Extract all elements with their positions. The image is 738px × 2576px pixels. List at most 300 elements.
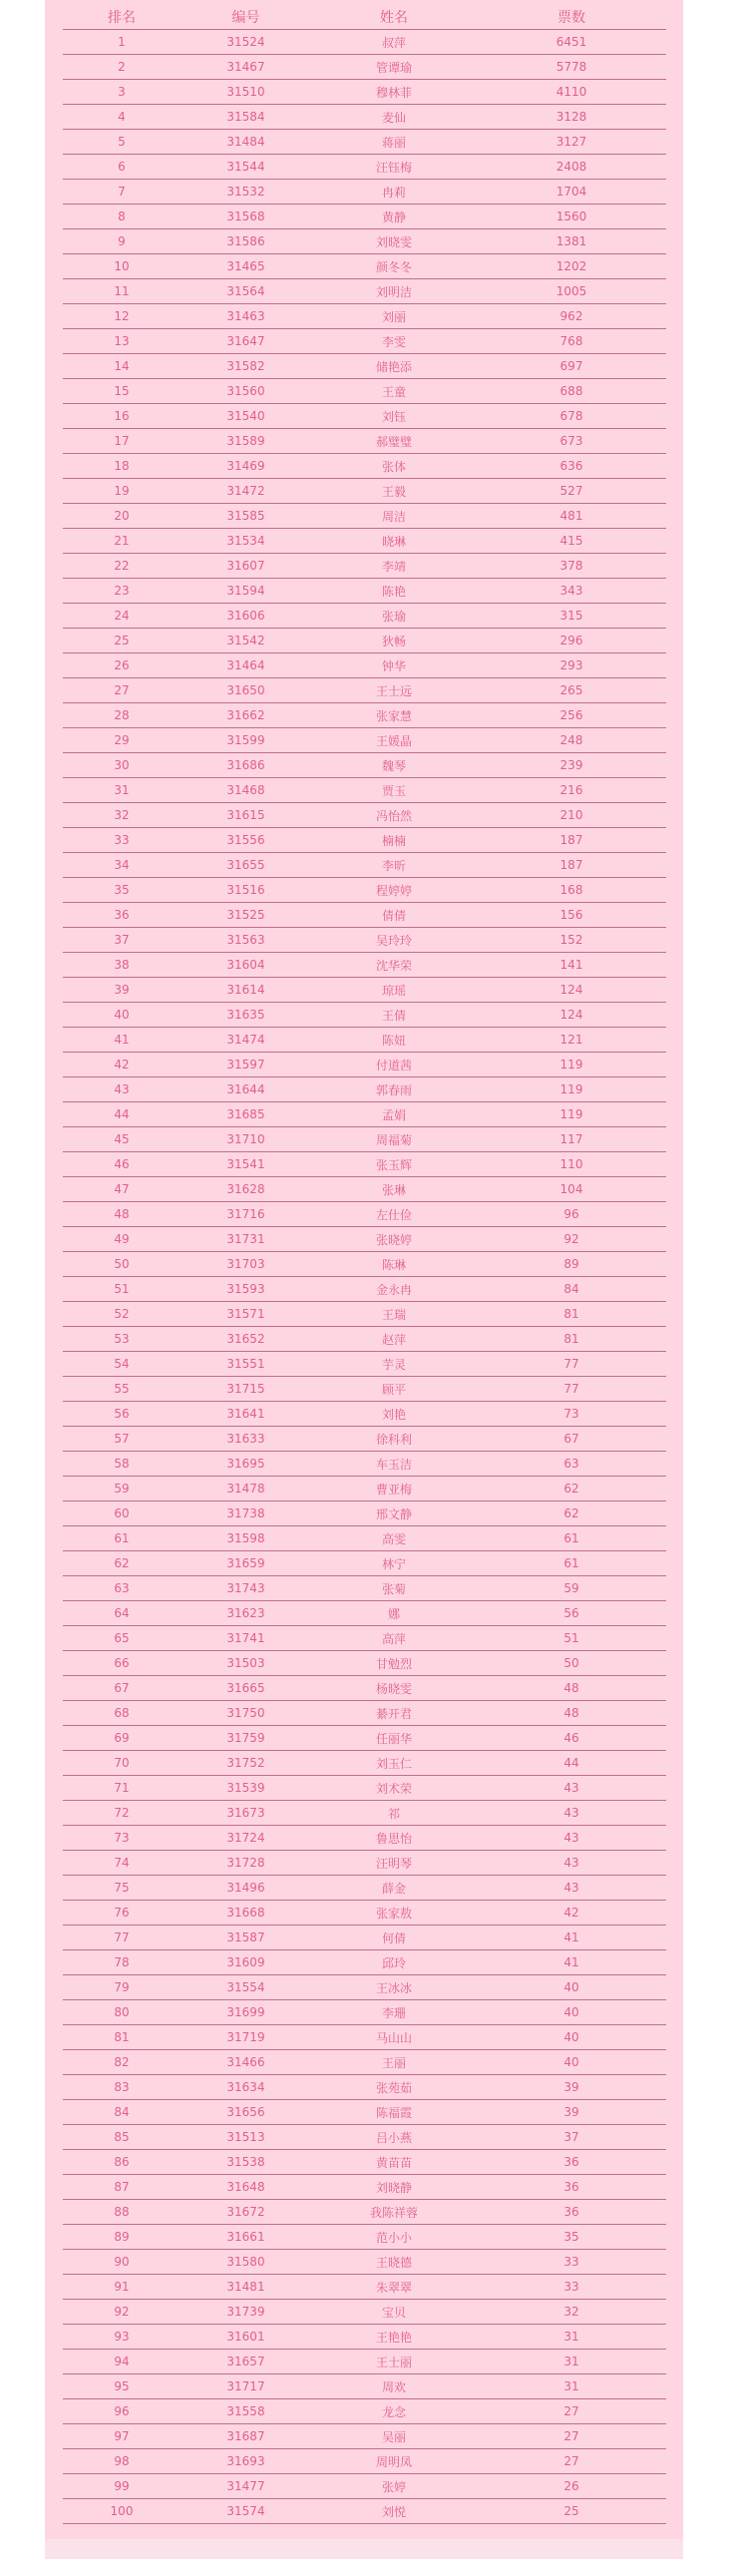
cell-id: 31724	[181, 1826, 311, 1851]
table-row	[63, 429, 666, 454]
cell-rank: 41	[63, 1028, 181, 1053]
cell-rank: 78	[63, 1950, 181, 1975]
cell-votes: 31	[477, 2350, 666, 2374]
cell-rank: 74	[63, 1851, 181, 1876]
cell-id: 31582	[181, 354, 311, 379]
cell-votes: 48	[477, 1701, 666, 1726]
table-row	[63, 304, 666, 329]
cell-name: 陈琳	[311, 1252, 477, 1277]
cell-votes: 36	[477, 2150, 666, 2175]
cell-rank: 76	[63, 1901, 181, 1926]
cell-rank: 69	[63, 1726, 181, 1751]
cell-id: 31635	[181, 1003, 311, 1028]
cell-name: 管谭瑜	[311, 55, 477, 80]
cell-votes: 216	[477, 778, 666, 803]
cell-votes: 32	[477, 2300, 666, 2325]
cell-rank: 7	[63, 180, 181, 205]
cell-votes: 6451	[477, 30, 666, 55]
cell-votes: 48	[477, 1676, 666, 1701]
cell-id: 31558	[181, 2399, 311, 2424]
cell-name: 宝贝	[311, 2300, 477, 2325]
cell-votes: 210	[477, 803, 666, 828]
cell-id: 31574	[181, 2499, 311, 2524]
table-row	[63, 1202, 666, 1227]
cell-id: 31538	[181, 2150, 311, 2175]
cell-rank: 87	[63, 2175, 181, 2200]
cell-id: 31686	[181, 753, 311, 778]
cell-votes: 77	[477, 1377, 666, 1402]
cell-id: 31633	[181, 1427, 311, 1452]
cell-id: 31568	[181, 205, 311, 229]
table-row	[63, 753, 666, 778]
cell-id: 31463	[181, 304, 311, 329]
cell-rank: 36	[63, 903, 181, 928]
cell-rank: 6	[63, 155, 181, 180]
cell-votes: 40	[477, 2050, 666, 2075]
table-row	[63, 1377, 666, 1402]
cell-rank: 54	[63, 1352, 181, 1377]
cell-votes: 481	[477, 504, 666, 529]
cell-name: 李雯	[311, 329, 477, 354]
cell-id: 31598	[181, 1526, 311, 1551]
table-row	[63, 2175, 666, 2200]
cell-id: 31554	[181, 1975, 311, 2000]
cell-name: 李珊	[311, 2000, 477, 2025]
table-row	[63, 130, 666, 155]
cell-rank: 71	[63, 1776, 181, 1801]
cell-rank: 88	[63, 2200, 181, 2225]
cell-rank: 75	[63, 1876, 181, 1901]
table-row	[63, 229, 666, 254]
table-row	[63, 2050, 666, 2075]
cell-rank: 65	[63, 1626, 181, 1651]
cell-votes: 63	[477, 1452, 666, 1477]
cell-votes: 43	[477, 1826, 666, 1851]
cell-votes: 39	[477, 2100, 666, 2125]
table-row	[63, 2449, 666, 2474]
cell-id: 31539	[181, 1776, 311, 1801]
cell-rank: 15	[63, 379, 181, 404]
table-row	[63, 1926, 666, 1950]
table-row	[63, 404, 666, 429]
cell-id: 31719	[181, 2025, 311, 2050]
cell-id: 31614	[181, 978, 311, 1003]
table-row	[63, 554, 666, 579]
cell-rank: 70	[63, 1751, 181, 1776]
cell-name: 张瑜	[311, 604, 477, 629]
table-row	[63, 180, 666, 205]
cell-id: 31469	[181, 454, 311, 479]
table-row	[63, 1402, 666, 1427]
cell-name: 王士远	[311, 678, 477, 703]
cell-name: 鲁思怡	[311, 1826, 477, 1851]
table-row	[63, 454, 666, 479]
cell-id: 31607	[181, 554, 311, 579]
table-row	[63, 1452, 666, 1477]
cell-votes: 296	[477, 629, 666, 653]
cell-name: 陈艳	[311, 579, 477, 604]
cell-id: 31589	[181, 429, 311, 454]
cell-id: 31662	[181, 703, 311, 728]
cell-id: 31695	[181, 1452, 311, 1477]
header-rank: 排名	[63, 5, 181, 30]
cell-rank: 77	[63, 1926, 181, 1950]
cell-votes: 3128	[477, 105, 666, 130]
cell-rank: 13	[63, 329, 181, 354]
cell-name: 魏琴	[311, 753, 477, 778]
table-row	[63, 2424, 666, 2449]
table-row	[63, 2150, 666, 2175]
cell-name: 甘勉烈	[311, 1651, 477, 1676]
cell-rank: 10	[63, 254, 181, 279]
cell-name: 麦仙	[311, 105, 477, 130]
table-body	[63, 30, 666, 2524]
cell-name: 金永冉	[311, 1277, 477, 1302]
cell-rank: 55	[63, 1377, 181, 1402]
table-row	[63, 1302, 666, 1327]
table-row	[63, 479, 666, 504]
cell-name: 龙念	[311, 2399, 477, 2424]
cell-rank: 83	[63, 2075, 181, 2100]
cell-id: 31472	[181, 479, 311, 504]
cell-name: 张家敖	[311, 1901, 477, 1926]
cell-votes: 26	[477, 2474, 666, 2499]
cell-id: 31563	[181, 928, 311, 953]
cell-rank: 33	[63, 828, 181, 853]
cell-rank: 31	[63, 778, 181, 803]
cell-name: 刘晓静	[311, 2175, 477, 2200]
cell-votes: 51	[477, 1626, 666, 1651]
cell-name: 任丽华	[311, 1726, 477, 1751]
table-row	[63, 1901, 666, 1926]
table-row	[63, 2250, 666, 2275]
cell-rank: 58	[63, 1452, 181, 1477]
cell-id: 31687	[181, 2424, 311, 2449]
cell-votes: 678	[477, 404, 666, 429]
cell-votes: 4110	[477, 80, 666, 105]
cell-name: 郝璧璧	[311, 429, 477, 454]
cell-name: 赵萍	[311, 1327, 477, 1352]
table-row	[63, 105, 666, 130]
table-row	[63, 2399, 666, 2424]
cell-name: 颜冬冬	[311, 254, 477, 279]
cell-id: 31584	[181, 105, 311, 130]
table-row	[63, 579, 666, 604]
cell-votes: 77	[477, 1352, 666, 1377]
cell-name: 顾平	[311, 1377, 477, 1402]
table-row	[63, 1776, 666, 1801]
cell-votes: 96	[477, 1202, 666, 1227]
table-row	[63, 2350, 666, 2374]
cell-rank: 85	[63, 2125, 181, 2150]
cell-name: 王冰冰	[311, 1975, 477, 2000]
cell-votes: 62	[477, 1502, 666, 1526]
cell-name: 陈妞	[311, 1028, 477, 1053]
cell-id: 31655	[181, 853, 311, 878]
cell-id: 31715	[181, 1377, 311, 1402]
table-row	[63, 379, 666, 404]
cell-rank: 35	[63, 878, 181, 903]
table-row	[63, 2125, 666, 2150]
cell-votes: 43	[477, 1776, 666, 1801]
cell-name: 付道茜	[311, 1053, 477, 1077]
cell-rank: 20	[63, 504, 181, 529]
cell-name: 高雯	[311, 1526, 477, 1551]
cell-rank: 11	[63, 279, 181, 304]
cell-id: 31580	[181, 2250, 311, 2275]
cell-name: 刘晓雯	[311, 229, 477, 254]
cell-id: 31593	[181, 1277, 311, 1302]
cell-rank: 4	[63, 105, 181, 130]
cell-name: 黄苗苗	[311, 2150, 477, 2175]
cell-votes: 110	[477, 1152, 666, 1177]
cell-name: 汪钰梅	[311, 155, 477, 180]
table-row	[63, 1726, 666, 1751]
cell-rank: 14	[63, 354, 181, 379]
table-row	[63, 254, 666, 279]
cell-name: 李靖	[311, 554, 477, 579]
cell-rank: 92	[63, 2300, 181, 2325]
cell-name: 冉莉	[311, 180, 477, 205]
cell-rank: 1	[63, 30, 181, 55]
cell-name: 刘艳	[311, 1402, 477, 1427]
cell-name: 刘术荣	[311, 1776, 477, 1801]
cell-id: 31710	[181, 1127, 311, 1152]
table-row	[63, 2300, 666, 2325]
table-row	[63, 2474, 666, 2499]
cell-votes: 31	[477, 2374, 666, 2399]
cell-votes: 31	[477, 2325, 666, 2350]
cell-rank: 40	[63, 1003, 181, 1028]
table-row	[63, 828, 666, 853]
table-row	[63, 2225, 666, 2250]
cell-rank: 47	[63, 1177, 181, 1202]
cell-name: 楠楠	[311, 828, 477, 853]
cell-rank: 91	[63, 2275, 181, 2300]
cell-votes: 187	[477, 828, 666, 853]
cell-name: 张玉辉	[311, 1152, 477, 1177]
cell-votes: 315	[477, 604, 666, 629]
cell-name: 车玉洁	[311, 1452, 477, 1477]
cell-rank: 56	[63, 1402, 181, 1427]
table-row	[63, 1177, 666, 1202]
cell-id: 31703	[181, 1252, 311, 1277]
table-row	[63, 629, 666, 653]
cell-votes: 636	[477, 454, 666, 479]
cell-votes: 117	[477, 1127, 666, 1152]
table-row	[63, 703, 666, 728]
cell-rank: 3	[63, 80, 181, 105]
cell-name: 汪明琴	[311, 1851, 477, 1876]
cell-rank: 29	[63, 728, 181, 753]
cell-votes: 25	[477, 2499, 666, 2524]
table-row	[63, 1601, 666, 1626]
cell-id: 31468	[181, 778, 311, 803]
table-row	[63, 2025, 666, 2050]
table-row	[63, 1676, 666, 1701]
header-id: 编号	[181, 5, 311, 30]
cell-id: 31739	[181, 2300, 311, 2325]
table-row	[63, 1427, 666, 1452]
table-row	[63, 728, 666, 753]
bottom-bar	[45, 2539, 683, 2559]
cell-rank: 51	[63, 1277, 181, 1302]
cell-rank: 61	[63, 1526, 181, 1551]
table-row	[63, 2100, 666, 2125]
table-row	[63, 2000, 666, 2025]
cell-rank: 50	[63, 1252, 181, 1277]
cell-votes: 81	[477, 1327, 666, 1352]
cell-votes: 343	[477, 579, 666, 604]
table-row	[63, 2075, 666, 2100]
cell-id: 31648	[181, 2175, 311, 2200]
cell-votes: 37	[477, 2125, 666, 2150]
table-row	[63, 1576, 666, 1601]
table-row	[63, 878, 666, 903]
cell-votes: 43	[477, 1801, 666, 1826]
cell-id: 31752	[181, 1751, 311, 1776]
table-row	[63, 279, 666, 304]
cell-rank: 8	[63, 205, 181, 229]
cell-id: 31465	[181, 254, 311, 279]
cell-id: 31728	[181, 1851, 311, 1876]
cell-rank: 45	[63, 1127, 181, 1152]
table-row	[63, 903, 666, 928]
cell-votes: 46	[477, 1726, 666, 1751]
cell-name: 刘悦	[311, 2499, 477, 2524]
cell-votes: 73	[477, 1402, 666, 1427]
cell-rank: 57	[63, 1427, 181, 1452]
cell-name: 晓琳	[311, 529, 477, 554]
cell-votes: 36	[477, 2200, 666, 2225]
cell-name: 高萍	[311, 1626, 477, 1651]
cell-rank: 48	[63, 1202, 181, 1227]
cell-name: 薛金	[311, 1876, 477, 1901]
table-row	[63, 1327, 666, 1352]
cell-rank: 18	[63, 454, 181, 479]
table-row	[63, 678, 666, 703]
cell-id: 31599	[181, 728, 311, 753]
cell-rank: 42	[63, 1053, 181, 1077]
cell-name: 马山山	[311, 2025, 477, 2050]
cell-id: 31560	[181, 379, 311, 404]
table-row	[63, 2374, 666, 2399]
cell-id: 31685	[181, 1102, 311, 1127]
cell-name: 王艳艳	[311, 2325, 477, 2350]
cell-id: 31731	[181, 1227, 311, 1252]
cell-name: 朱翠翠	[311, 2275, 477, 2300]
cell-id: 31604	[181, 953, 311, 978]
cell-id: 31467	[181, 55, 311, 80]
table-header-row	[63, 5, 666, 30]
cell-name: 周福菊	[311, 1127, 477, 1152]
cell-id: 31484	[181, 130, 311, 155]
cell-rank: 96	[63, 2399, 181, 2424]
cell-rank: 23	[63, 579, 181, 604]
cell-id: 31556	[181, 828, 311, 853]
table-row	[63, 604, 666, 629]
cell-rank: 84	[63, 2100, 181, 2125]
cell-votes: 1560	[477, 205, 666, 229]
cell-votes: 415	[477, 529, 666, 554]
cell-rank: 59	[63, 1477, 181, 1502]
cell-rank: 46	[63, 1152, 181, 1177]
cell-id: 31750	[181, 1701, 311, 1726]
table-row	[63, 1127, 666, 1152]
cell-name: 王丽	[311, 2050, 477, 2075]
table-row	[63, 1227, 666, 1252]
cell-rank: 64	[63, 1601, 181, 1626]
cell-id: 31641	[181, 1402, 311, 1427]
cell-id: 31544	[181, 155, 311, 180]
table-row	[63, 55, 666, 80]
table-row	[63, 529, 666, 554]
cell-rank: 99	[63, 2474, 181, 2499]
cell-name: 吴丽	[311, 2424, 477, 2449]
cell-votes: 688	[477, 379, 666, 404]
cell-rank: 49	[63, 1227, 181, 1252]
cell-id: 31716	[181, 1202, 311, 1227]
cell-id: 31513	[181, 2125, 311, 2150]
cell-rank: 19	[63, 479, 181, 504]
cell-votes: 104	[477, 1177, 666, 1202]
cell-votes: 962	[477, 304, 666, 329]
cell-votes: 40	[477, 1975, 666, 2000]
cell-rank: 32	[63, 803, 181, 828]
cell-id: 31743	[181, 1576, 311, 1601]
cell-name: 贾玉	[311, 778, 477, 803]
cell-votes: 256	[477, 703, 666, 728]
cell-id: 31628	[181, 1177, 311, 1202]
cell-name: 林宁	[311, 1551, 477, 1576]
cell-name: 王士丽	[311, 2350, 477, 2374]
cell-votes: 152	[477, 928, 666, 953]
cell-votes: 1005	[477, 279, 666, 304]
cell-rank: 12	[63, 304, 181, 329]
cell-name: 张苑茹	[311, 2075, 477, 2100]
cell-rank: 44	[63, 1102, 181, 1127]
cell-rank: 67	[63, 1676, 181, 1701]
cell-rank: 17	[63, 429, 181, 454]
ranking-panel	[45, 0, 683, 2539]
table-row	[63, 1975, 666, 2000]
cell-rank: 93	[63, 2325, 181, 2350]
cell-votes: 27	[477, 2449, 666, 2474]
cell-name: 储艳添	[311, 354, 477, 379]
cell-votes: 33	[477, 2275, 666, 2300]
cell-id: 31496	[181, 1876, 311, 1901]
cell-votes: 1202	[477, 254, 666, 279]
cell-rank: 73	[63, 1826, 181, 1851]
cell-rank: 37	[63, 928, 181, 953]
cell-votes: 67	[477, 1427, 666, 1452]
cell-id: 31541	[181, 1152, 311, 1177]
cell-id: 31661	[181, 2225, 311, 2250]
cell-rank: 22	[63, 554, 181, 579]
cell-id: 31657	[181, 2350, 311, 2374]
cell-votes: 27	[477, 2399, 666, 2424]
table-row	[63, 803, 666, 828]
cell-votes: 41	[477, 1950, 666, 1975]
cell-name: 曹亚梅	[311, 1477, 477, 1502]
cell-name: 程婷婷	[311, 878, 477, 903]
cell-id: 31644	[181, 1077, 311, 1102]
cell-rank: 16	[63, 404, 181, 429]
cell-votes: 61	[477, 1526, 666, 1551]
cell-id: 31464	[181, 653, 311, 678]
cell-votes: 265	[477, 678, 666, 703]
cell-name: 王童	[311, 379, 477, 404]
